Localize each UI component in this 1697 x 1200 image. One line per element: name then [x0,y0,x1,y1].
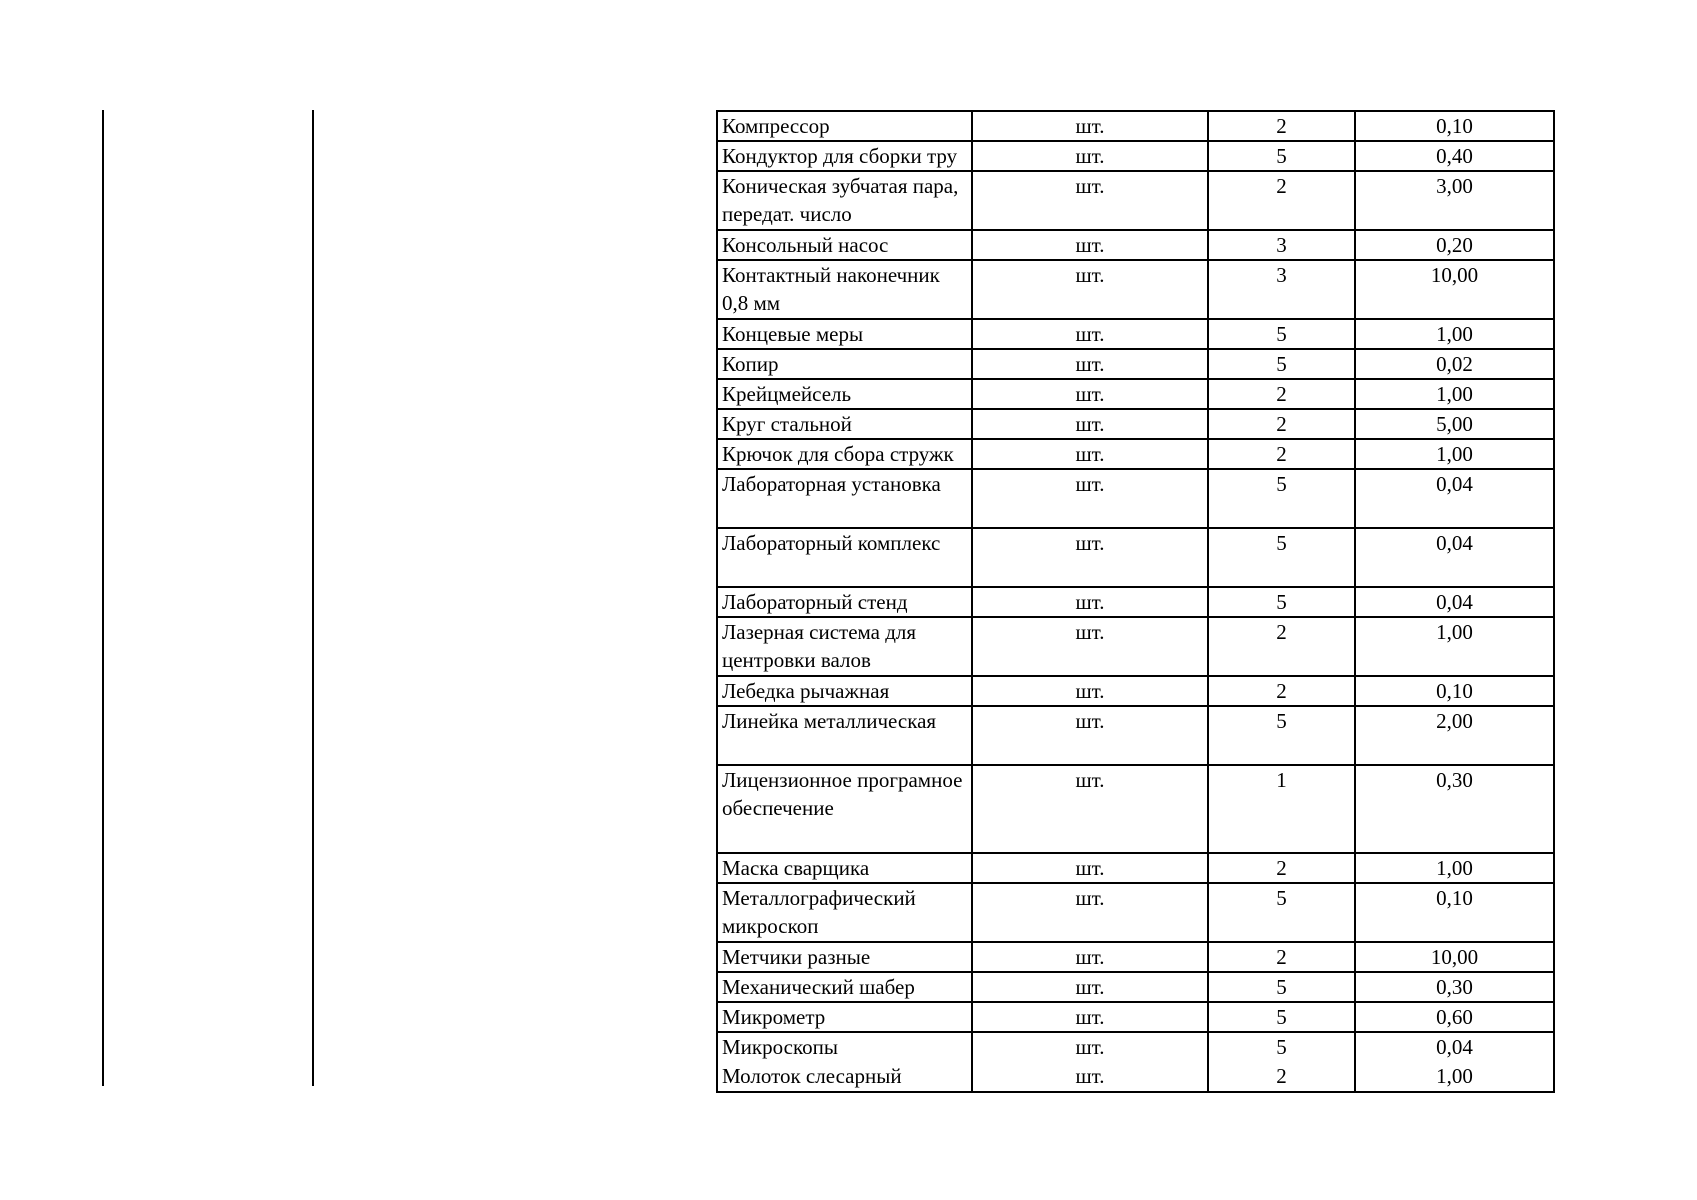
item-quantity: 5 [1208,587,1355,617]
item-value: 10,00 [1355,260,1554,319]
item-value: 0,02 [1355,349,1554,379]
item-quantity: 2 [1208,409,1355,439]
item-quantity: 5 [1208,972,1355,1002]
item-value: 1,00 [1355,853,1554,883]
item-name: Лабораторная установка [717,469,972,528]
item-value: 5,00 [1355,409,1554,439]
item-name: Механический шабер [717,972,972,1002]
item-value: 1,00 [1355,617,1554,676]
item-quantity: 5 [1208,469,1355,528]
item-unit: шт. [972,439,1208,469]
item-value: 0,40 [1355,141,1554,171]
table-row [717,676,1554,706]
table-row [717,319,1554,349]
item-quantity: 2 [1208,617,1355,676]
item-unit: шт. [972,349,1208,379]
item-name: Молоток слесарный [717,1062,972,1092]
item-value: 0,20 [1355,230,1554,260]
left-border-line-2 [312,110,314,1086]
item-name: Кондуктор для сборки тру [717,141,972,171]
item-quantity: 5 [1208,528,1355,587]
item-name: Линейка металлическая [717,706,972,765]
item-name: Компрессор [717,111,972,141]
item-quantity: 2 [1208,942,1355,972]
item-quantity: 2 [1208,439,1355,469]
item-quantity: 5 [1208,141,1355,171]
item-name: Микроскопы [717,1032,972,1062]
table-row [717,765,1554,853]
item-quantity: 2 [1208,676,1355,706]
table-row [717,1032,1554,1062]
item-value: 0,10 [1355,111,1554,141]
item-value: 1,00 [1355,1062,1554,1092]
item-name: Коническая зубчатая пара, передат. число [717,171,972,230]
item-unit: шт. [972,141,1208,171]
table-row [717,439,1554,469]
item-value: 0,10 [1355,883,1554,942]
item-unit: шт. [972,379,1208,409]
item-value: 0,60 [1355,1002,1554,1032]
table-row [717,883,1554,942]
item-quantity: 5 [1208,883,1355,942]
item-value: 0,04 [1355,469,1554,528]
item-unit: шт. [972,111,1208,141]
item-unit: шт. [972,528,1208,587]
item-unit: шт. [972,972,1208,1002]
item-value: 0,04 [1355,587,1554,617]
item-value: 0,30 [1355,765,1554,853]
item-unit: шт. [972,765,1208,853]
item-name: Метчики разные [717,942,972,972]
table-row [717,260,1554,319]
item-quantity: 2 [1208,1062,1355,1092]
item-unit: шт. [972,1032,1208,1062]
item-quantity: 2 [1208,171,1355,230]
item-value: 1,00 [1355,439,1554,469]
item-name: Лицензионное програмное обеспечение [717,765,972,853]
item-value: 0,04 [1355,1032,1554,1062]
table-row [717,706,1554,765]
item-name: Лабораторный стенд [717,587,972,617]
item-unit: шт. [972,883,1208,942]
table-row [717,111,1554,141]
item-unit: шт. [972,1062,1208,1092]
left-border-line-1 [102,110,104,1086]
table-row [717,409,1554,439]
item-quantity: 5 [1208,1002,1355,1032]
item-name: Крючок для сбора стружк [717,439,972,469]
item-name: Круг стальной [717,409,972,439]
table-row [717,469,1554,528]
item-unit: шт. [972,469,1208,528]
item-value: 0,30 [1355,972,1554,1002]
item-name: Лабораторный комплекс [717,528,972,587]
item-unit: шт. [972,409,1208,439]
table-row [717,942,1554,972]
item-name: Крейцмейсель [717,379,972,409]
item-quantity: 5 [1208,706,1355,765]
table-row [717,972,1554,1002]
item-name: Маска сварщика [717,853,972,883]
item-value: 3,00 [1355,171,1554,230]
item-name: Микрометр [717,1002,972,1032]
item-value: 1,00 [1355,379,1554,409]
item-unit: шт. [972,706,1208,765]
item-quantity: 2 [1208,379,1355,409]
item-unit: шт. [972,260,1208,319]
item-name: Лазерная система для центровки валов [717,617,972,676]
item-name: Копир [717,349,972,379]
item-name: Лебедка рычажная [717,676,972,706]
table-row [717,1062,1554,1092]
item-value: 10,00 [1355,942,1554,972]
table-row [717,349,1554,379]
item-name: Металлографический микроскоп [717,883,972,942]
item-unit: шт. [972,676,1208,706]
table-row [717,230,1554,260]
item-quantity: 5 [1208,319,1355,349]
item-unit: шт. [972,617,1208,676]
item-value: 0,10 [1355,676,1554,706]
item-quantity: 2 [1208,853,1355,883]
table-row [717,1002,1554,1032]
item-unit: шт. [972,171,1208,230]
item-unit: шт. [972,942,1208,972]
item-quantity: 2 [1208,111,1355,141]
item-unit: шт. [972,587,1208,617]
item-quantity: 5 [1208,349,1355,379]
table-row [717,141,1554,171]
table-row [717,171,1554,230]
item-name: Концевые меры [717,319,972,349]
item-unit: шт. [972,853,1208,883]
item-name: Контактный наконечник 0,8 мм [717,260,972,319]
table-row [717,617,1554,676]
table-row [717,853,1554,883]
item-name: Консольный насос [717,230,972,260]
table-row [717,379,1554,409]
item-unit: шт. [972,230,1208,260]
item-unit: шт. [972,319,1208,349]
item-value: 2,00 [1355,706,1554,765]
item-quantity: 1 [1208,765,1355,853]
item-value: 1,00 [1355,319,1554,349]
item-value: 0,04 [1355,528,1554,587]
item-quantity: 3 [1208,230,1355,260]
item-unit: шт. [972,1002,1208,1032]
item-quantity: 5 [1208,1032,1355,1062]
item-quantity: 3 [1208,260,1355,319]
equipment-table [716,110,1555,1093]
table-row [717,528,1554,587]
table-row [717,587,1554,617]
